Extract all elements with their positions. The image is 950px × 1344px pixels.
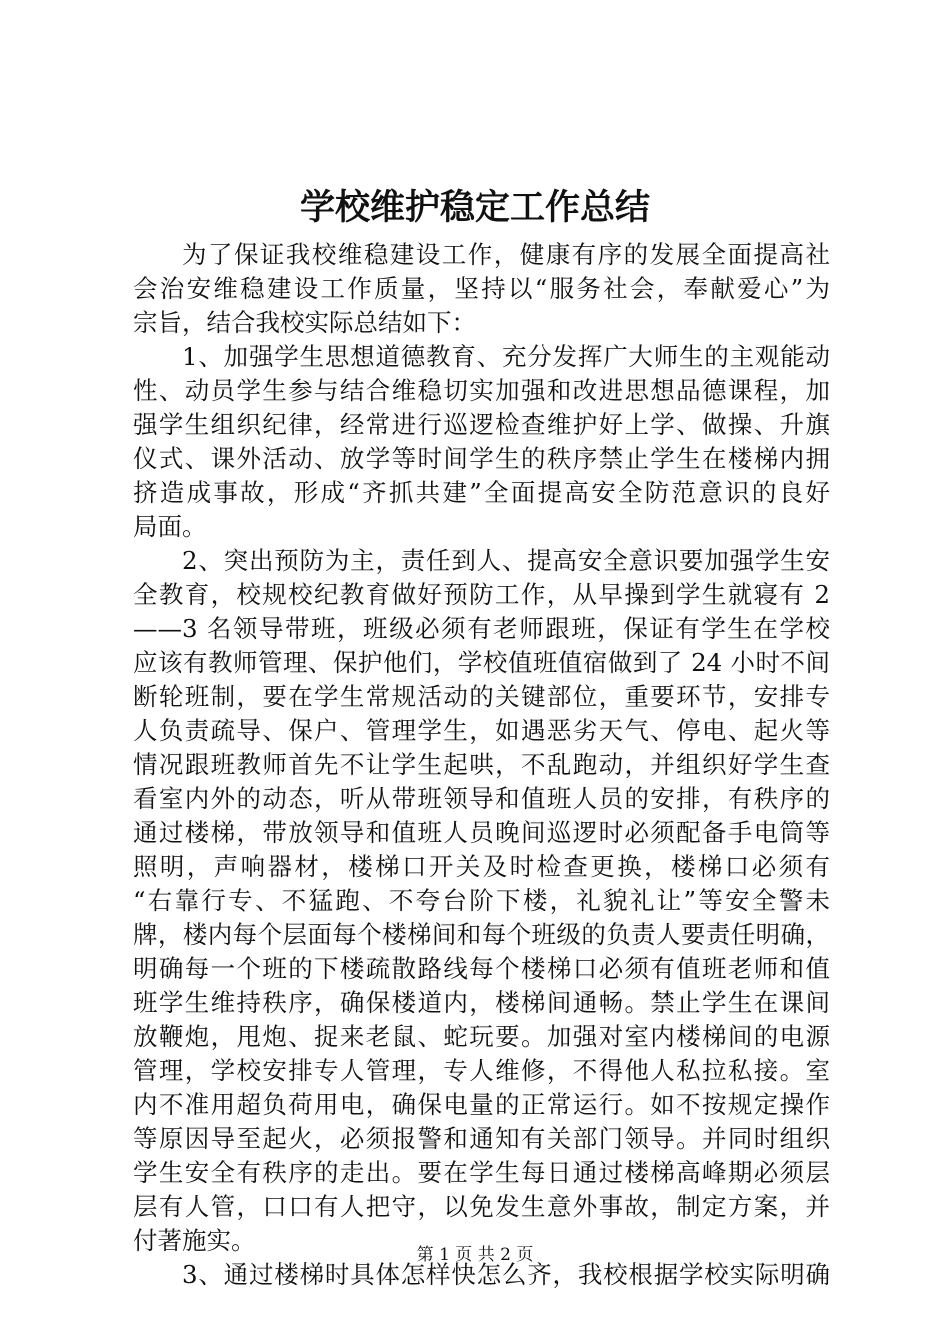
body-line: 宗旨，结合我校实际总结如下： bbox=[133, 308, 476, 337]
document-body bbox=[133, 238, 830, 1292]
body-line: 内不准用超负荷用电，确保电量的正常运行。如不按规定操作 bbox=[133, 1090, 830, 1119]
body-line: 性、动员学生参与结合维稳切实加强和改进思想品德课程，加 bbox=[133, 376, 830, 405]
page-footer: 第 1 页 共 2 页 bbox=[416, 1245, 534, 1265]
body-line: 班学生维持秩序，确保楼道内，楼梯间通畅。禁止学生在课间 bbox=[133, 988, 830, 1017]
body-line: 全教育，校规校纪教育做好预防工作，从早操到学生就寝有 2 bbox=[133, 580, 830, 609]
body-line: 仪式、课外活动、放学等时间学生的秩序禁止学生在楼梯内拥 bbox=[133, 444, 830, 473]
body-line: 2、突出预防为主，责任到人、提高安全意识要加强学生安 bbox=[182, 546, 830, 575]
body-line: 强学生组织纪律，经常进行巡逻检查维护好上学、做操、升旗 bbox=[133, 410, 830, 439]
body-line: 人负责疏导、保户、管理学生，如遇恶劣天气、停电、起火等 bbox=[133, 716, 830, 745]
body-line: 情况跟班教师首先不让学生起哄，不乱跑动，并组织好学生查 bbox=[133, 750, 830, 779]
body-line: 局面。 bbox=[133, 512, 207, 541]
body-line: 看室内外的动态，听从带班领导和值班人员的安排，有秩序的 bbox=[133, 784, 830, 813]
body-line: 放鞭炮，甩炮、捉来老鼠、蛇玩要。加强对室内楼梯间的电源 bbox=[133, 1022, 830, 1051]
body-line: 照明，声响器材，楼梯口开关及时检查更换，楼梯口必须有 bbox=[133, 852, 830, 881]
body-line: 通过楼梯，带放领导和值班人员晚间巡逻时必须配备手电筒等 bbox=[133, 818, 830, 847]
body-line: 3、通过楼梯时具体怎样快怎么齐，我校根据学校实际明确 bbox=[182, 1260, 830, 1289]
body-line: 会治安维稳建设工作质量，坚持以“服务社会，奉献爱心”为 bbox=[133, 274, 830, 303]
body-line: 等原因导至起火，必须报警和通知有关部门领导。并同时组织 bbox=[133, 1124, 830, 1153]
body-line: 断轮班制，要在学生常规活动的关键部位，重要环节，安排专 bbox=[133, 682, 830, 711]
document-title: 学校维护稳定工作总结 bbox=[299, 188, 650, 228]
body-line: 管理，学校安排专人管理，专人维修，不得他人私拉私接。室 bbox=[133, 1056, 830, 1085]
body-line: 为了保证我校维稳建设工作，健康有序的发展全面提高社 bbox=[182, 240, 830, 269]
body-line: 1、加强学生思想道德教育、充分发挥广大师生的主观能动 bbox=[182, 342, 830, 371]
body-line: 牌，楼内每个层面每个楼梯间和每个班级的负责人要责任明确， bbox=[133, 920, 830, 949]
body-line: 付著施实。 bbox=[133, 1226, 256, 1255]
body-line: 层有人管，口口有人把守，以免发生意外事故，制定方案，并 bbox=[133, 1192, 830, 1221]
body-line: 挤造成事故，形成“齐抓共建”全面提高安全防范意识的良好 bbox=[133, 478, 830, 507]
body-line: ——3 名领导带班，班级必须有老师跟班，保证有学生在学校 bbox=[133, 614, 830, 643]
body-line: 明确每一个班的下楼疏散路线每个楼梯口必须有值班老师和值 bbox=[133, 954, 830, 983]
body-line: 应该有教师管理、保护他们，学校值班值宿做到了 24 小时不间 bbox=[133, 648, 830, 677]
body-line: “右靠行专、不猛跑、不夸台阶下楼，礼貌礼让”等安全警未 bbox=[133, 886, 830, 915]
body-line: 学生安全有秩序的走出。要在学生每日通过楼梯高峰期必须层 bbox=[133, 1158, 830, 1187]
